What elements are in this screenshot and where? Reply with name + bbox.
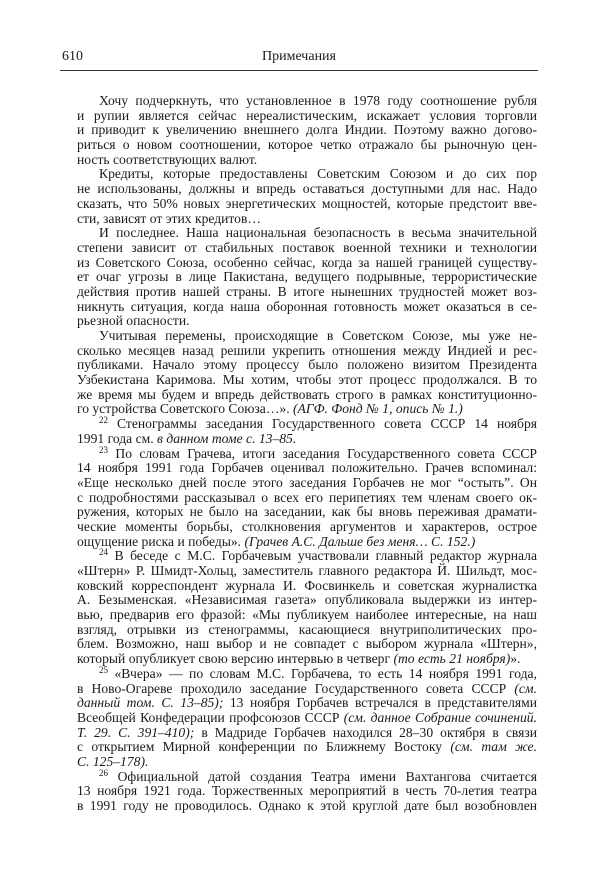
text-span: 14 ноября 1991 года Горбачев оценивал положительно. Грачев вспоминал: [77,460,537,476]
footnote-number: 22 [99,415,108,426]
text-line [77,402,537,417]
italic-citation: (то есть 21 ноября) [393,651,511,667]
text-span: публиками. Начало этому процессу было положено визитом Президента [77,357,537,373]
footnote-number: 26 [99,767,108,778]
text-line [77,593,537,608]
text-line [77,549,537,564]
paragraph [77,329,537,417]
text-line [77,197,537,212]
text-span: ность соответствующих валют. [77,151,258,167]
paragraph [77,549,537,667]
text-span: никнуть ситуация, когда наша оборонная готовность может оказаться в се- [77,298,537,314]
text-span: действия против нашей страны. В итоге нынешних трудностей может воз- [77,283,537,299]
text-span: Хочу подчеркнуть, что установленное в 1978 году соотношение рубля [99,93,537,108]
text-span: с открытием Мирной конференции по Ближнему Востоку [77,739,451,755]
page-number: 610 [62,49,83,64]
text-span: который опубликует свою версию интервью в четверг [77,651,394,667]
text-span: «Штерн» Р. Шмидт-Хольц, заместитель главного редактора Й. Шильдт, мос- [77,563,537,578]
text-span: А. Безыменская. «Независимая газета» опубликовала выдержки из интер- [77,592,537,608]
text-line [77,623,537,638]
text-span: По словам Грачева, итоги заседания Государственного совета СССР [108,445,537,461]
running-header [60,47,538,69]
text-span: с подробностями рассказывал о всех его перипетиях тем членам своего ок- [77,489,537,505]
text-line [77,799,537,814]
text-line [77,608,537,623]
text-line [77,138,537,153]
text-line [77,241,537,256]
text-line [77,784,537,799]
text-span: Всеобщей Конфедерации профсоюзов СССР [77,709,344,725]
text-span: вью, предварив его фразой: «Мы публикуем наиболее интересные, на наш [77,607,537,623]
page-body [77,94,537,814]
text-line [77,226,537,241]
text-span: ковский корреспондент журнала И. Фосвинкель и советская журналистка [77,577,537,593]
text-span: сколько месяцев назад решили укрепить отношения между Индией и рес- [77,342,537,358]
text-span: ощущение риска и победы». [77,533,245,549]
italic-citation: Т. 29. С. 391–410); [77,724,195,740]
text-span: в Мадриде Горбачев находился 28–30 октября в связи [194,724,537,740]
text-span: Официальной датой создания Театра имени Вахтангова считается [108,768,537,784]
italic-citation: (см. [514,680,537,696]
header-rule [60,70,538,71]
text-span: ружения, которых не было на заседании, как бы вновь переживая драмати- [77,504,537,520]
text-span: сказать, что 50% новых энергетических мощностей, которые предстоит вве- [77,195,537,211]
text-span: И последнее. Наша национальная безопасность в весьма значительной [99,225,537,241]
text-line [77,358,537,373]
text-span: блем. Возможно, наш выбор и не совпадет с выбором журнала «Штерн», [77,636,537,652]
text-span: ». [510,651,521,667]
text-line [77,461,537,476]
paragraph [77,94,537,167]
text-span: «Вчера» — по словам М.С. Горбачева, то есть 14 ноября 1991 года, [108,665,537,681]
text-span: ет очаг угрозы в лице Пакистана, ведущего подрывные, террористические [77,269,537,285]
text-line [77,637,537,652]
text-span: го устройства Советского Союза…». [77,401,294,417]
text-span: же время мы будем и впредь действовать строго в рамках конституционно- [77,386,537,402]
text-span: рьезной опасности. [77,313,190,329]
text-span: взгляд, отрывки из стенограммы, касающиеся внутриполитических про- [77,621,537,637]
paragraph [77,444,537,550]
running-title: Примечания [261,49,336,64]
text-line [77,476,537,491]
text-line [77,726,537,741]
text-line [77,344,537,359]
text-line [77,696,537,711]
italic-citation: (см. данное Собрание сочинений. [343,709,537,725]
text-span: Учитывая перемены, происходящие в Советском Союзе, мы уже не- [99,328,537,343]
text-line [77,417,537,432]
text-line [77,123,537,138]
text-line [77,300,537,315]
text-line [77,564,537,579]
text-span: из Советского Союза, особенно сейчас, когда за нашей границей существу- [77,254,537,270]
footnote-number: 23 [99,444,108,455]
text-line [77,182,537,197]
text-line [77,212,537,227]
text-line [77,579,537,594]
text-span: и приводит к увеличению внешнего долга Индии. Поэтому важно догово- [77,122,537,138]
text-line [77,285,537,300]
text-line [77,520,537,535]
text-span: степени зависит от стабильных поставок военной техники и технологии [77,239,537,255]
text-line [77,740,537,755]
paragraph [77,664,537,770]
text-line [77,444,537,462]
text-line [77,491,537,506]
text-line [77,711,537,726]
footnote-number: 24 [99,547,108,558]
text-line [77,314,537,329]
text-span: Стенограммы заседания Государственного совета СССР 14 ноября [108,416,537,432]
text-span: не использованы, должны и впредь оставаться доступными для нас. Надо [77,181,537,197]
text-span: 13 ноября Горбачев встречался в представителями [223,695,537,711]
text-span: «Еще несколько дней после этого заседания Горбачев не мог “остыть”. Он [77,474,537,490]
text-span: 13 ноября 1921 года. Торжественных мероприятий в честь 70-летия театра [77,783,537,799]
paragraph [77,417,537,446]
text-span: сти, зависят от этих кредитов… [77,210,261,226]
italic-citation: С. 125–178). [77,753,149,769]
text-span: 1991 года см. [77,430,158,446]
text-span: в Ново-Огареве проходило заседание Государственного совета СССР [77,680,515,696]
paragraph [77,767,537,814]
text-line [77,256,537,271]
text-line [77,388,537,403]
paragraph [77,226,537,329]
text-line [77,682,537,697]
text-line [77,767,537,785]
text-line [77,94,537,109]
text-line [77,373,537,388]
text-span: Узбекистана Каримова. Мы хотим, чтобы этот процесс продолжался. В то [77,372,537,388]
text-line [77,153,537,168]
italic-citation: в данном томе с. 13–85. [157,430,297,446]
italic-citation: (АГФ. Фонд № 1, опись № 1.) [293,401,463,417]
paragraph [77,167,537,226]
text-line [77,329,537,344]
text-span: В беседе с М.С. Горбачевым участвовали главный редактор журнала [108,548,537,564]
text-span: в 1991 году не проводилось. Однако к этой круглой дате был возобновлен [77,798,537,813]
text-span: Кредиты, которые предоставлены Советским Союзом и до сих пор [99,166,537,182]
text-line [77,167,537,182]
italic-citation: данный том. С. 13–85); [77,695,224,711]
text-span: и рупии является сейчас нереалистическим, искажает условия торговли [77,107,537,123]
footnote-number: 25 [99,664,108,675]
italic-citation: (Грачев А.С. Дальше без меня… С. 152.) [244,533,476,549]
text-span: ческие моменты борьбы, столкновения аргументов и характеров, острое [77,518,537,534]
text-line [77,664,537,682]
text-line [77,652,537,667]
italic-citation: (см. там же. [450,739,537,755]
text-line [77,270,537,285]
text-span: риться о новом соотношении, которое четко отражало бы рыночную цен- [77,137,537,153]
text-line [77,505,537,520]
text-line [77,109,537,124]
text-line [77,432,537,447]
text-line [77,755,537,770]
